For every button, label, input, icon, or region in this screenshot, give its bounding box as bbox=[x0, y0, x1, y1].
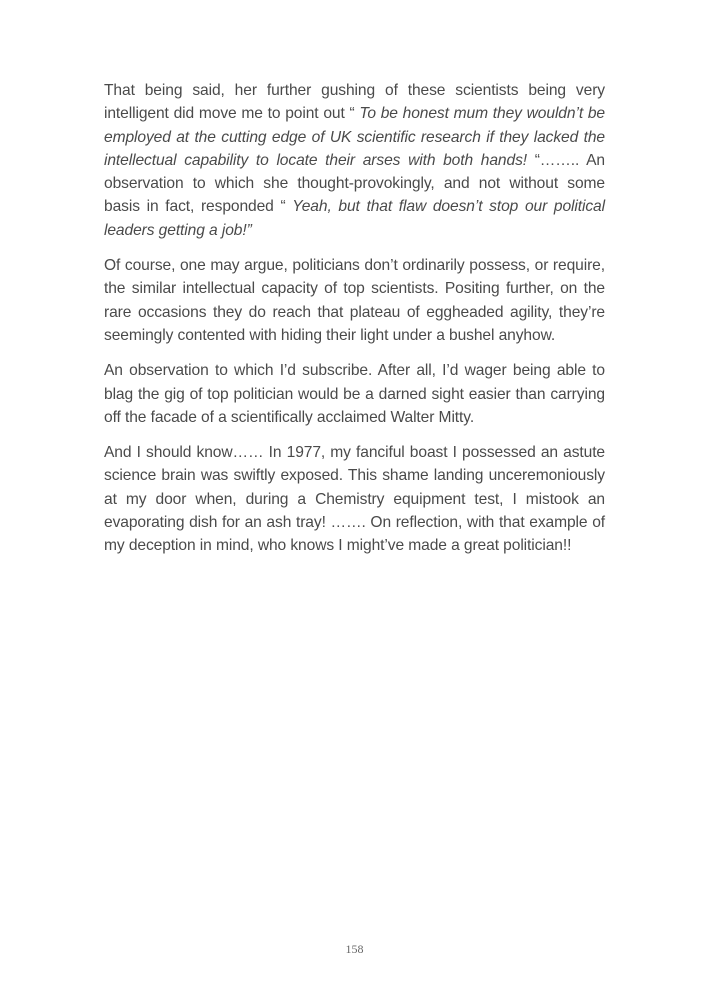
paragraph-2-text: Of course, one may argue, politicians don’t ordinarily possess, or require, the similar intellectual capacity of top scientists. Positing further, on the rare occasions they do reach that plateau of eggheaded agility, they’re seemingly contented with hiding their light under a bushel anyhow. bbox=[104, 257, 605, 344]
paragraph-3 bbox=[104, 359, 605, 429]
paragraph-3-text: An observation to which I’d subscribe. After all, I’d wager being able to blag the gig of top politician would be a darned sight easier than carrying off the facade of a scientifically acclaimed Walter Mitty. bbox=[104, 362, 605, 426]
paragraph-1-quote-mum: To be honest mum they wouldn’t be employed at the cutting edge of UK scientific research if they lacked the intellectual capability to locate their arses with both hands! bbox=[104, 105, 605, 169]
paragraph-4 bbox=[104, 441, 605, 557]
paragraph-2 bbox=[104, 254, 605, 347]
paragraph-1-text-cont: “…….. An observation to which she thought-provokingly, and not without some basis in fact, responded “ bbox=[104, 151, 605, 216]
paragraph-4-text: And I should know…… In 1977, my fanciful boast I possessed an astute science brain was swiftly exposed. This shame landing unceremoniously at my door when, during a Chemistry equipment test, I mistook an evaporating dish for an ash tray! ……. On reflection, with that example of my deception in mind, who knows I might’ve made a great politician!! bbox=[104, 444, 605, 555]
paragraph-1-quote-response: Yeah, but that flaw doesn’t stop our political leaders getting a job!” bbox=[104, 198, 605, 239]
paragraph-1-text: That being said, her further gushing of these scientists being very intelligent did move me to point out “ bbox=[104, 82, 605, 123]
paragraph-1 bbox=[104, 79, 605, 242]
page-body bbox=[104, 79, 605, 570]
page-number: 158 bbox=[345, 942, 364, 956]
